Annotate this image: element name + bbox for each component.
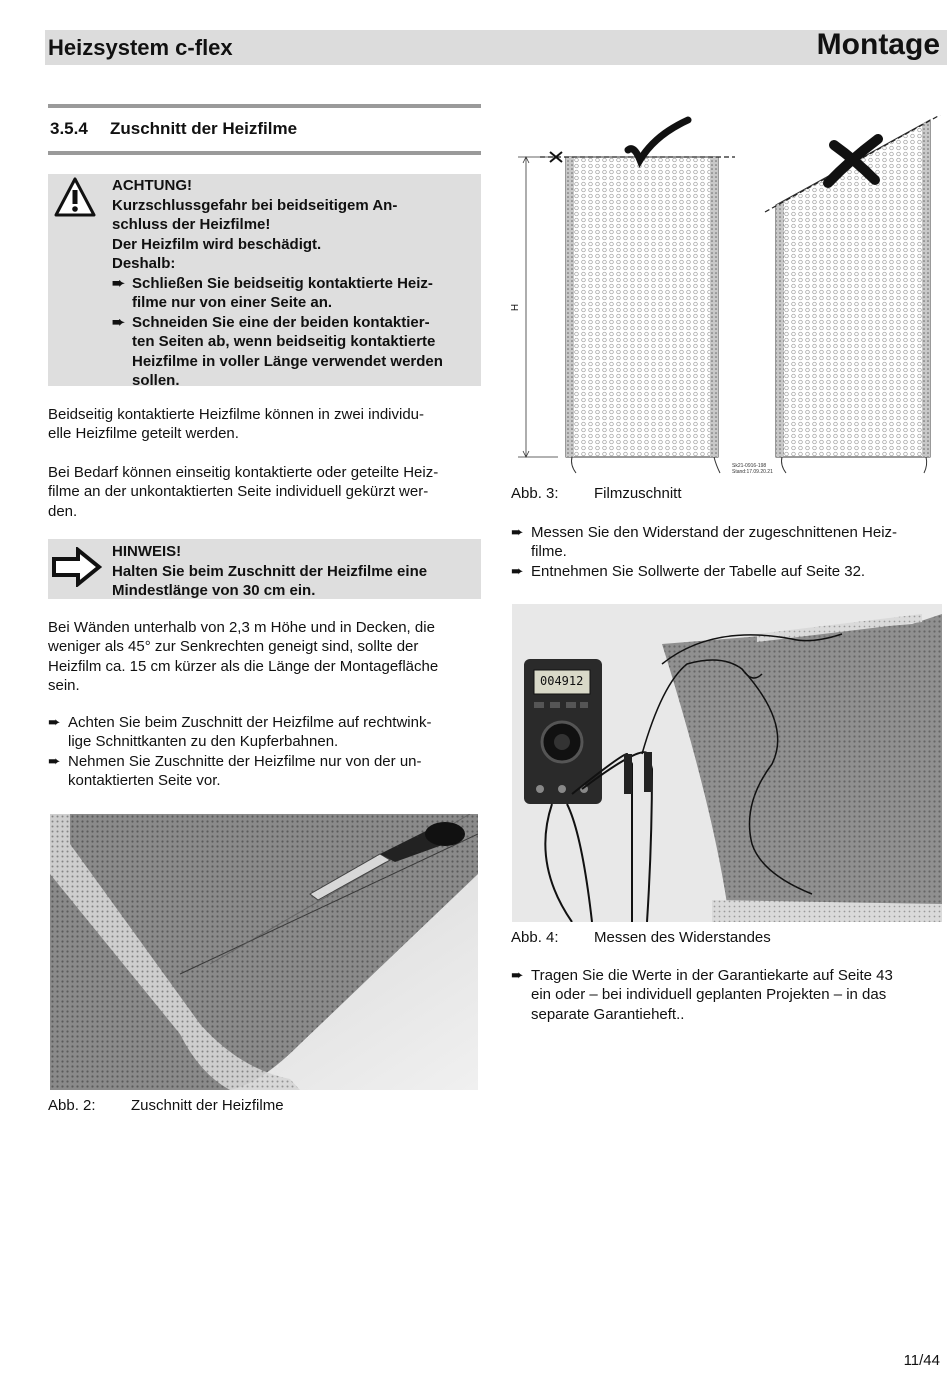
figure-caption: Zuschnitt der Heizfilme	[131, 1097, 284, 1114]
hint-line: Halten Sie beim Zuschnitt der Heizfilme eine	[112, 562, 428, 580]
instruction-item: ➨ Achten Sie beim Zuschnitt der Heizfilme auf rechtwink- lige Schnittkanten zu den Kupferbahnen.	[48, 714, 432, 751]
arrow-bullet-icon: ➨	[511, 524, 524, 541]
arrow-bullet-icon: ➨	[511, 967, 524, 984]
arrow-bullet-icon: ➨	[48, 714, 61, 731]
arrow-bullet-icon: ➨	[112, 313, 125, 331]
dimension-label: H	[510, 303, 522, 312]
warning-line: Der Heizfilm wird beschädigt.	[112, 235, 322, 253]
section-title: Zuschnitt der Heizfilme	[110, 119, 298, 138]
warning-line: ACHTUNG!	[112, 177, 192, 194]
paragraph: Bei Wänden unterhalb von 2,3 m Höhe und in Decken, die weniger als 45° zur Senkrechten geneigt sind, sollte der Heizfilm ca. 15 cm kürzer als die Länge der Montagefläche sein.	[48, 619, 439, 694]
instruction-list	[511, 966, 946, 1024]
warning-line: schluss der Heizfilme!	[112, 216, 271, 233]
figure-caption: Filmzuschnitt	[594, 485, 682, 502]
hint-line: Mindestlänge von 30 cm ein.	[112, 582, 316, 599]
warning-line: Deshalb:	[112, 255, 176, 272]
diagram-film-cutting	[510, 115, 945, 480]
drawing-code: Sk21-0916-198 Stand:17.09.20.21	[732, 463, 773, 475]
arrow-bullet-icon: ➨	[511, 562, 524, 580]
multimeter-display: 004912	[540, 674, 584, 688]
hint-box	[48, 539, 481, 599]
figure-label: Abb. 2:	[48, 1097, 96, 1114]
warning-line: Kurzschlussgefahr bei beidseitigem An-	[112, 196, 398, 214]
instruction-item: ➨ Messen Sie den Widerstand der zugeschnittenen Heiz- filme.	[511, 524, 898, 561]
paragraph: Bei Bedarf können einseitig kontaktierte oder geteilte Heiz- filme an der unkontaktierten Seite individuell gekürzt wer- den.	[48, 464, 439, 520]
instruction-list	[48, 713, 488, 790]
figure-label: Abb. 4:	[511, 929, 559, 946]
arrow-bullet-icon: ➨	[48, 752, 61, 770]
warning-triangle-icon	[54, 176, 96, 218]
instruction-item: ➨ Entnehmen Sie Sollwerte der Tabelle auf Seite 32.	[511, 562, 866, 580]
paragraph: Beidseitig kontaktierte Heizfilme können in zwei individu- elle Heizfilme geteilt werden.	[48, 406, 425, 443]
page-number: 11/44	[903, 1352, 940, 1369]
instruction-list	[511, 523, 946, 581]
hint-line: HINWEIS!	[112, 543, 182, 560]
figure-caption: Messen des Widerstandes	[594, 929, 771, 946]
photo-cutting-heating-film	[50, 814, 478, 1090]
instruction-item: ➨ Tragen Sie die Werte in der Garantiekarte auf Seite 43 ein oder – bei individuell geplanten Projekten – in das separate Garantieheft..	[511, 967, 893, 1023]
instruction-item: ➨ Nehmen Sie Zuschnitte der Heizfilme nur von der un- kontaktierten Seite vor.	[48, 752, 422, 789]
warning-bullet: ➨ Schneiden Sie eine der beiden kontaktier- ten Seiten ab, wenn beidseitig kontaktierte Heizfilme in voller Länge verwendet werden sollen.	[112, 313, 443, 389]
figure-label: Abb. 3:	[511, 485, 559, 502]
section-rule-bottom	[48, 151, 481, 155]
section-number: 3.5.4	[50, 119, 88, 138]
warning-box	[48, 174, 481, 389]
document-title: Heizsystem c-flex	[48, 35, 233, 60]
arrow-bullet-icon: ➨	[112, 274, 125, 292]
section-rule-top	[48, 104, 481, 108]
arrow-right-icon	[52, 547, 102, 587]
photo-resistance-measurement	[512, 604, 942, 922]
chapter-title: Montage	[816, 28, 940, 61]
warning-bullet: ➨ Schließen Sie beidseitig kontaktierte Heiz- filme nur von einer Seite an.	[112, 274, 433, 311]
